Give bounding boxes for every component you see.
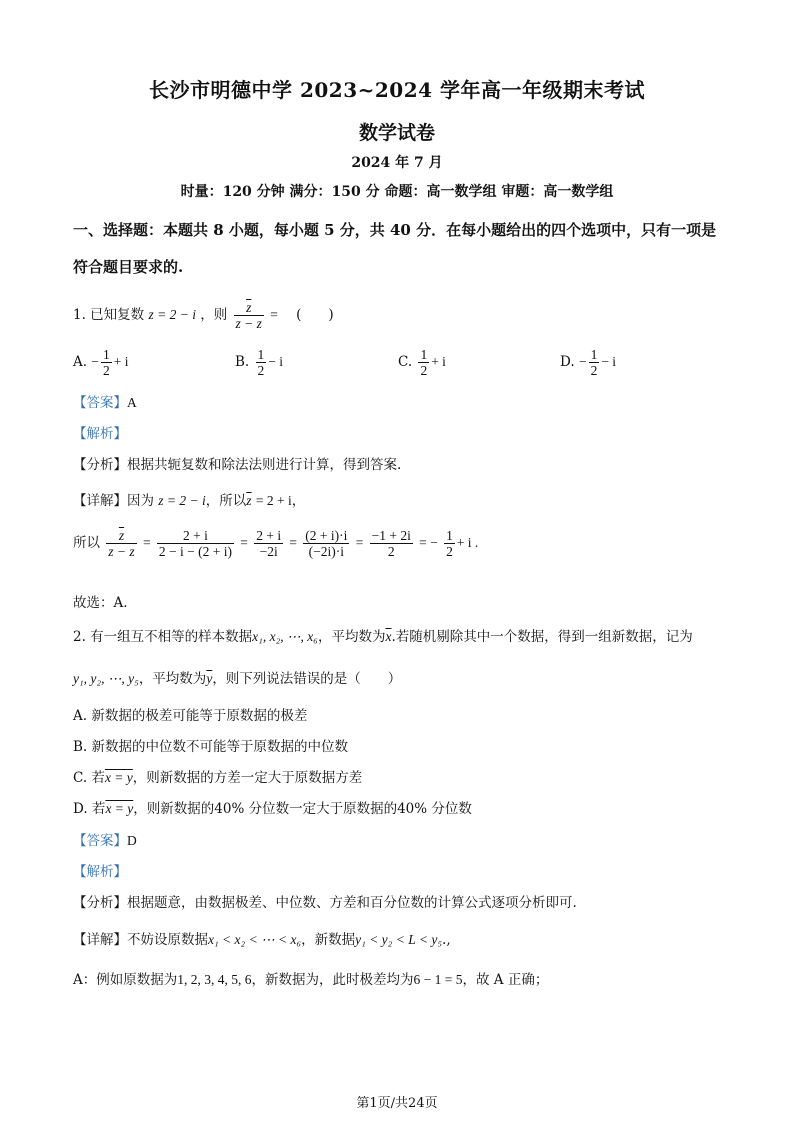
- frac-den: 2: [387, 544, 395, 559]
- option-fraction: [418, 347, 429, 378]
- calc-frac: [157, 528, 234, 559]
- frac-den: 2 − i − (2 + i): [158, 544, 232, 559]
- calc-prefix: 所以: [73, 535, 100, 551]
- exam-title: 长沙市明德中学 2023~2024 学年高一年级期末考试: [148, 78, 645, 102]
- option-label: D.: [560, 354, 575, 370]
- fenxi-tag: 【分析】: [73, 895, 127, 911]
- q1-calculation: 所以 $\frac{\overline{z}}{z - z}$ = $\frac{2 + i}{2 - i - (2 + i)}$ = $\frac{2 + i}{-2i}$ = $\frac{(2 + i)\cdot i}{(-2i)\cdot i}$ = $\frac{-1 + 2i}{2}$ = − $\frac{1}{2}$ + i .: [73, 528, 479, 559]
- frac-num: $\overline{z}$: [106, 528, 136, 544]
- frac-den: −2i: [259, 544, 278, 559]
- frac-den: 2: [102, 363, 110, 378]
- q1-fenxi: [73, 453, 401, 473]
- answer-tag: 【答案】: [73, 395, 127, 411]
- q1-eq: =: [270, 307, 278, 322]
- detail-text: .,: [442, 932, 451, 948]
- option-label: C.: [398, 354, 413, 370]
- detail-zbar: $\overline{z}$: [246, 493, 252, 508]
- option-tail: + i: [431, 354, 446, 369]
- option-text: D. 若: [73, 801, 106, 817]
- page-footer: 第1页/共24页: [356, 1096, 438, 1111]
- q2-detail: [73, 928, 451, 948]
- option-math: x = y: [105, 801, 134, 816]
- detail-text: ，新数据: [301, 932, 356, 948]
- frac-num: (2 + i)·i: [305, 528, 348, 543]
- q2-text: 2. 有一组互不相等的样本数据: [73, 629, 253, 645]
- detail-text: ，所以: [205, 493, 247, 509]
- frac-num: 1: [257, 347, 265, 362]
- q2-option-a: A. 新数据的极差可能等于原数据的极差: [73, 708, 308, 724]
- q1-option-d: [560, 347, 616, 378]
- q2-xbar: $\overline{x}$: [385, 629, 392, 644]
- q2-stem-line1: [73, 625, 693, 645]
- calc-frac: [444, 528, 455, 559]
- q2-option-b: B. 新数据的中位数不可能等于原数据的中位数: [73, 739, 349, 755]
- detail-math: y₁ < y₂ < L < y₅: [355, 932, 443, 947]
- option-tail: − i: [268, 354, 284, 369]
- frac-den: z − z: [108, 544, 135, 559]
- frac-den: 2: [446, 544, 453, 559]
- q2-answer: [73, 829, 137, 849]
- detail-math: x₁ < x₂ < ⋯ < x₆: [208, 932, 302, 947]
- frac-den: (−2i)·i: [308, 544, 345, 559]
- fenxi-text: 根据共轭复数和除法法则进行计算，得到答案.: [127, 457, 402, 473]
- frac-num: 1: [446, 528, 453, 543]
- section-heading-line1: 一、选择题：本题共 8 小题，每小题 5 分，共 40 分．在每小题给出的四个选项中，只有一项是: [73, 221, 717, 239]
- q1-answer: [73, 391, 137, 411]
- detail-text: = 2 + i，: [255, 493, 306, 508]
- calc-frac: [303, 528, 349, 559]
- calc-frac: [370, 528, 413, 559]
- answer-value: D: [127, 833, 137, 848]
- fenxi-text: 根据题意，由数据极差、中位数、方差和百分位数的计算公式逐项分析即可.: [127, 895, 577, 911]
- frac-den: 2: [257, 363, 265, 378]
- q1-frac-den: z − z: [235, 316, 262, 331]
- q1-then: ，则: [200, 307, 228, 323]
- q1-fraction: [234, 300, 264, 331]
- option-label: A.: [73, 354, 88, 370]
- exam-info: 时量：120 分钟 满分：150 分 命题：高一数学组 审题：高一数学组: [180, 184, 614, 200]
- detail-text: 不妨设原数据: [127, 932, 208, 948]
- q1-stem: [73, 300, 334, 331]
- section-heading-line2: 符合题目要求的.: [73, 258, 184, 276]
- q1-analysis-tag: 【解析】: [73, 426, 127, 442]
- q1-prefix: 1. 已知复数: [73, 307, 145, 323]
- q2-analysis-tag: 【解析】: [73, 864, 127, 880]
- analysis-text: ，故 A 正确；: [462, 972, 549, 988]
- option-label: B.: [235, 354, 250, 370]
- detail-z: z = 2 − i: [158, 493, 206, 508]
- option-tail: + i: [113, 354, 129, 369]
- detail-text: 因为: [127, 493, 154, 509]
- frac-den: 2: [590, 363, 598, 378]
- option-text: ，则新数据的方差一定大于原数据方差: [132, 770, 363, 786]
- q2-ybar: $\overline{y}$: [206, 671, 213, 686]
- analysis-text: A：例如原数据为: [73, 972, 178, 988]
- option-sign: −: [578, 354, 587, 369]
- q2-text: .若随机剔除其中一个数据，得到一组新数据，记为: [391, 629, 693, 645]
- q1-detail: [73, 489, 305, 509]
- q2-fenxi: [73, 891, 577, 911]
- exam-date: 2024 年 7 月: [351, 155, 443, 171]
- option-sign: −: [91, 354, 99, 369]
- q2-option-c: [73, 766, 362, 786]
- q1-option-b: [235, 347, 283, 378]
- analysis-math: 1, 2, 3, 4, 5, 6: [177, 972, 252, 987]
- option-text: C. 若: [73, 770, 105, 786]
- calc-tail: + i .: [456, 535, 479, 550]
- option-fraction: [589, 347, 600, 378]
- frac-num: 1: [590, 347, 598, 362]
- q2-option-a-analysis: [73, 968, 548, 988]
- q2-text: ，平均数为: [138, 671, 207, 687]
- q2-data: y₁, y₂, ⋯, y₅: [73, 671, 139, 686]
- q2-text: ，平均数为: [317, 629, 386, 645]
- exam-subtitle: 数学试卷: [358, 122, 435, 144]
- frac-num: 2 + i: [157, 528, 234, 544]
- q2-stem-line2: [73, 667, 401, 687]
- option-text: ，则新数据的40% 分位数一定大于原数据的40% 分位数: [133, 801, 472, 817]
- answer-tag: 【答案】: [73, 833, 127, 849]
- option-fraction: [101, 347, 112, 378]
- fenxi-tag: 【分析】: [73, 457, 127, 473]
- q1-option-c: [398, 347, 446, 378]
- q2-data: x₁, x₂, ⋯, x₆: [252, 629, 318, 644]
- calc-frac: [254, 528, 283, 559]
- detail-tag: 【详解】: [73, 932, 127, 948]
- option-tail: − i: [601, 354, 617, 369]
- q1-frac-num: $\overline{z}$: [234, 300, 264, 316]
- q1-option-a: [73, 347, 128, 378]
- option-fraction: [256, 347, 267, 378]
- answer-value: A: [127, 395, 137, 410]
- calc-frac: [106, 528, 136, 559]
- q1-paren: ( ): [296, 307, 334, 323]
- option-math: x = y: [104, 770, 133, 785]
- frac-num: −1 + 2i: [371, 528, 411, 543]
- frac-den: 2: [420, 363, 428, 378]
- frac-num: 2 + i: [256, 528, 282, 543]
- analysis-math: 6 − 1 = 5: [413, 972, 463, 987]
- frac-num: 1: [102, 347, 110, 362]
- q1-z-def: z = 2 − i: [148, 307, 196, 322]
- q2-option-d: [73, 797, 472, 817]
- q1-conclusion: 故选：A.: [73, 595, 128, 611]
- analysis-text: ，新数据为，此时极差均为: [251, 972, 414, 988]
- q2-text: ，则下列说法错误的是（ ）: [212, 671, 402, 687]
- detail-tag: 【详解】: [73, 493, 127, 509]
- frac-num: 1: [420, 347, 428, 362]
